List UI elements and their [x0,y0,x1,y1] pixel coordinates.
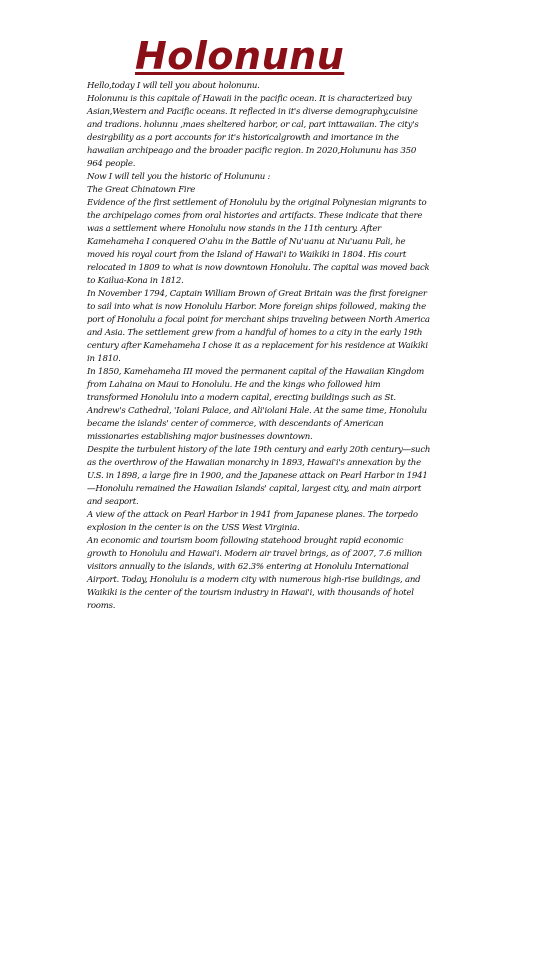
harbor-paragraph: In November 1794, Captain William Brown of Great Britain was the first foreigner to sail into what is now Honolulu Harbor. More foreign ships followed, making the port of Honolulu a focal point for merchant ships traveling between North America and Asia. The settlement grew from a handful of homes to a city in the early 19th century after Kamehameha I chose it as a replacement for his residence at Waikiki in 1810. [87,289,430,364]
intro-line: Hello,today I will tell you about holonunu. [87,81,260,91]
pearl-harbor-caption: A view of the attack on Pearl Harbor in 1941 from Japanese planes. The torpedo explosion in the center is on the USS West Virginia. [87,510,418,533]
overview-paragraph: Holonunu is this capitale of Hawaii in the pacific ocean. It is characterized buy Asian,Western and Pacific oceans. It reflected in it's diverse demography,cuisine and tradions. holunnu ,maes sheltered harbor, or cal, part inttawaiian. The city's desirgbility as a port accounts for it's historicalgrowth and imortance in the hawaiian archipeago and the broader pacific region. In 2020,Holununu has 350 964 people. [87,94,419,169]
capital-paragraph: In 1850, Kamehameha III moved the permanent capital of the Hawaiian Kingdom from Lahaina on Maui to Honolulu. He and the kings who followed him transformed Honolulu into a modern capital, erecting buildings such as St. Andrew's Cathedral, 'Iolani Palace, and Ali'iolani Hale. At the same time, Honolulu became the islands' center of commerce, with descendants of American missionaries establishing major businesses downtown. [87,367,427,442]
settlement-paragraph: Evidence of the first settlement of Honolulu by the original Polynesian migrants to the archipelago comes from oral histories and artifacts. These indicate that there was a settlement where Honolulu now stands in the 11th century. After Kamehameha I conquered O'ahu in the Battle of Nu'uanu at Nu'uanu Pali, he moved his royal court from the Island of Hawai'i to Waikiki in 1804. His court relocated in 1809 to what is now downtown Honolulu. The capital was moved back to Kailua-Kona in 1812. [87,198,430,286]
turbulent-history-paragraph: Despite the turbulent history of the late 19th century and early 20th century—such as the overthrow of the Hawaiian monarchy in 1893, Hawai'i's annexation by the U.S. in 1898, a large fire in 1900, and the Japanese attack on Pearl Harbor in 1941—Honolulu remained the Hawaiian Islands' capital, largest city, and main airport and seaport. [87,445,431,507]
document-body [87,80,432,613]
tourism-paragraph: An economic and tourism boom following statehood brought rapid economic growth to Honolulu and Hawai'i. Modern air travel brings, as of 2007, 7.6 million visitors annually to the islands, with 62.3% entering at Honolulu International Airport. Today, Honolulu is a modern city with numerous high-rise buildings, and Waikiki is the center of the tourism industry in Hawai'i, with thousands of hotel rooms. [87,536,422,611]
history-intro-line: Now I will tell you the historic of Holununu : [87,172,271,182]
section-heading: The Great Chinatown Fire [87,185,196,195]
page-title: Holonunu [135,34,345,78]
